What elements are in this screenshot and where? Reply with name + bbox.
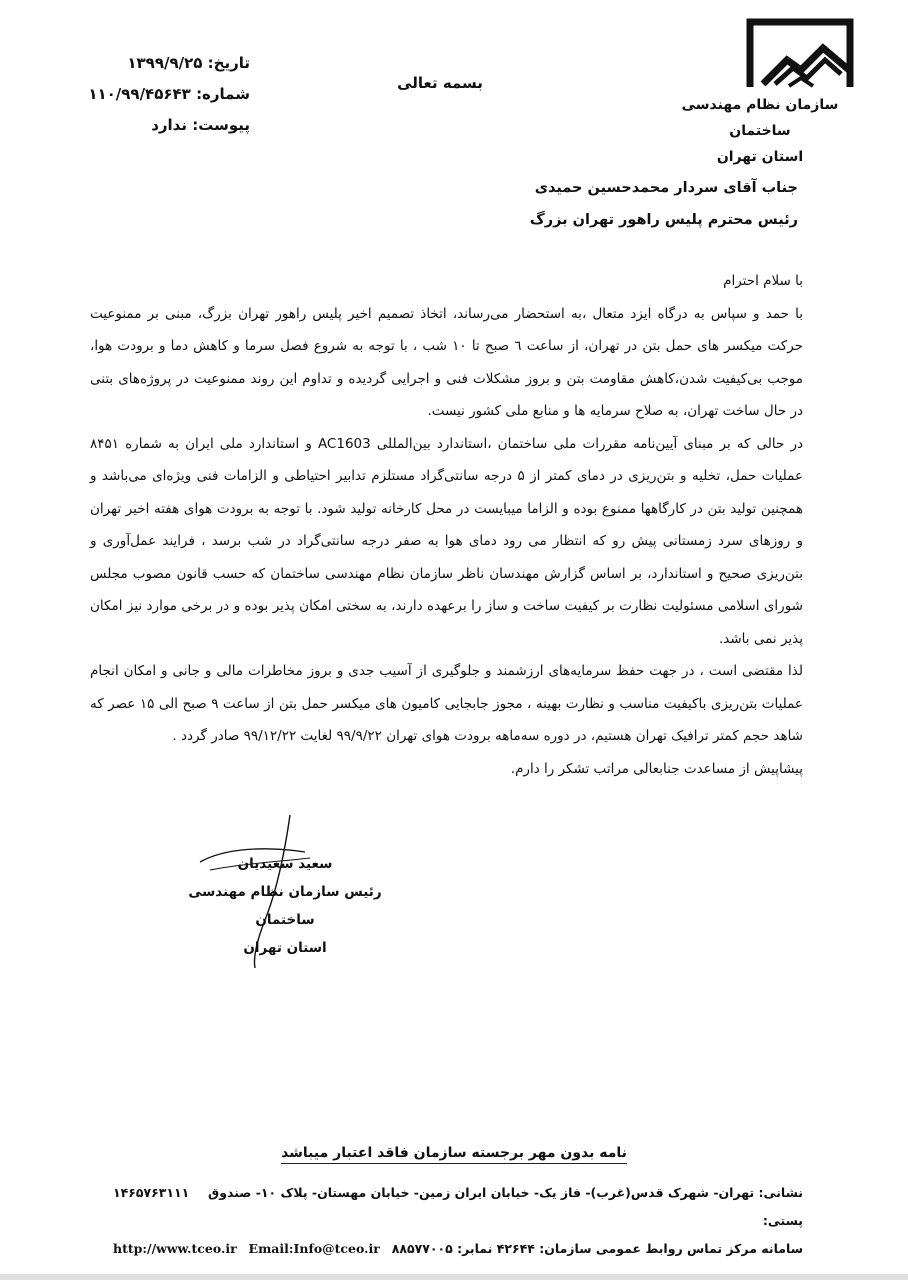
- meta-attachment: [60, 110, 250, 141]
- attachment-label: پیوست:: [192, 116, 250, 134]
- signatory-title: رئیس سازمان نظام مهندسی ساختمان: [188, 884, 382, 928]
- bismillah-heading: بسمه تعالی: [397, 74, 483, 92]
- addressee-title: رئیس محترم پلیس راهور تهران بزرگ: [529, 212, 798, 228]
- addressee-block: [298, 172, 798, 236]
- signature-block: [180, 850, 390, 962]
- addressee-name: جناب آقای سردار محمدحسین حمیدی: [534, 180, 798, 196]
- paragraph: پیشاپیش از مساعدت جنابعالی مراتب تشکر را دارم.: [510, 760, 803, 777]
- date-label: تاریخ:: [207, 54, 250, 72]
- address-line: [113, 1179, 803, 1235]
- website-link[interactable]: http://www.tceo.ir: [113, 1241, 237, 1256]
- paragraph: لذا مقتضی است ، در جهت حفظ سرمایه‌های ارزشمند و جلوگیری از آسیب جدی و بروز مخاطرات مالی و جانی و امکان انجام عملیات بتن‌ریزی باکیفیت مناسب و نظارت بهینه ، مجوز جابجایی کامیون های میکسر حمل بتن از ساعت ۹ صبح الی ۱۵ عصر که شاهد حجم کمتر ترافیک تهران هستیم، در دوره سه‌ماهه برودت هوای تهران ۹۹/۹/۲۲ لغایت ۹۹/۱۲/۲۲ صادر گردد .: [90, 663, 803, 744]
- letter-body: [90, 265, 803, 785]
- meta-date: [60, 48, 250, 79]
- attachment-value: ندارد: [151, 116, 187, 134]
- organization-block: [660, 92, 860, 170]
- signatory-province: استان تهران: [243, 940, 327, 956]
- letter-meta: [60, 48, 250, 141]
- bottom-divider: [0, 1274, 908, 1280]
- meta-number: [60, 79, 250, 110]
- number-label: شماره:: [196, 85, 250, 103]
- contact-line: [113, 1235, 803, 1263]
- paragraph: در حالی که بر مبنای آیین‌نامه مقررات ملی ساختمان ،استاندارد بین‌المللی AC1603 و استاندارد ملی ایران به شماره ۸۴۵۱ عملیات حمل، تخلیه و بتن‌ریزی در دمای کمتر از ۵ درجه سانتی‌گراد مستلزم تدابیر احتیاطی و الزامات فنی ویژه‌ای می‌باشد و همچنین تولید بتن در کارگاهها ممنوع بوده و الزاما میبایست در محل کارخانه تولید شود. با توجه به برودت هوای هفته اخیر تهران و روزهای سرد زمستانی پیش رو که انتظار می رود دمای هوا به صفر درجه سانتی‌گراد در شب برسد ، فرایند عمل‌آوری و بتن‌ریزی صحیح و استاندارد، بر اساس گزارش مهندسان ناظر سازمان نظام مهندسی ساختمان که حسب قانون مصوب مجلس شورای اسلامی مسئولیت نظارت بر کیفیت ساخت و ساز را برعهده دارند، به سختی امکان پذیر بوده و در برخی موارد نیز امکان پذیر نمی باشد.: [90, 435, 803, 647]
- signatory-name: سعید سعیدیان: [237, 856, 333, 872]
- address-text: نشانی: تهران- شهرک قدس(غرب)- فاز یک- خیابان ایران زمین- خیابان مهستان- پلاک ۱۰- صندوق پستی:: [208, 1185, 803, 1228]
- footer-contact: [113, 1179, 803, 1263]
- stairs-logo-icon: [745, 12, 855, 92]
- date-value: ۱۳۹۹/۹/۲۵: [127, 54, 203, 72]
- organization-name: سازمان نظام مهندسی ساختمان: [681, 97, 839, 139]
- paragraph: با حمد و سپاس به درگاه ایزد متعال ،به استحضار می‌رساند، اتخاذ تصمیم اخیر پلیس راهور تهران بزرگ، مبنی بر ممنوعیت حرکت میکسر های حمل بتن در تهران، از ساعت ٦ صبح تا ۱۰ شب ، با توجه به شروع فصل سرما و کاهش دما و برودت هوا، موجب بی‌کیفیت شدن،کاهش مقاومت بتن و بروز مشکلات فنی و اجرایی گردیده و تداوم این روند ممنوعیت در پروژه‌های بتنی در حال ساخت تهران، به صلاح سرمایه ها و منابع ملی کشور نیست.: [90, 305, 804, 419]
- greeting: با سلام احترام: [723, 273, 803, 289]
- email-text[interactable]: Email:Info@tceo.ir: [248, 1241, 380, 1256]
- number-value: ۱۱۰/۹۹/۴۵۶۴۳: [88, 85, 191, 103]
- organization-province: استان تهران: [716, 149, 804, 165]
- stamp-note: نامه بدون مهر برجسته سازمان فاقد اعتبار میباشد: [0, 1145, 908, 1161]
- postal-box: ۱۴۶۵۷۶۳۱۱۱: [113, 1185, 190, 1200]
- letter-footer: [0, 1145, 908, 1256]
- call-center-text: سامانه مرکز تماس روابط عمومی سازمان: ۴۲۶۴۴ نمابر: ۸۸۵۷۷۰۰۵: [391, 1241, 803, 1256]
